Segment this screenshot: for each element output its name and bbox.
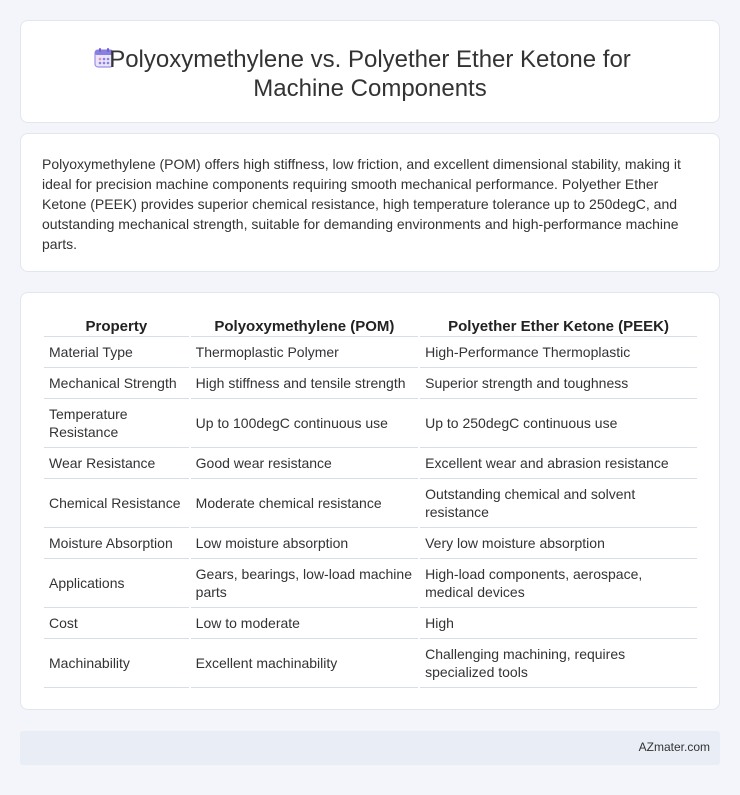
table-row <box>44 639 697 688</box>
table-row <box>44 559 697 608</box>
table-cell-property: Applications <box>44 559 189 608</box>
table-cell-peek: High-Performance Thermoplastic <box>420 337 697 368</box>
table-cell-pom: Low moisture absorption <box>191 528 418 559</box>
table-cell-property: Chemical Resistance <box>44 479 189 528</box>
table-cell-property: Mechanical Strength <box>44 368 189 399</box>
table-cell-peek: Challenging machining, requires specialized tools <box>420 639 697 688</box>
table-cell-pom: Excellent machinability <box>191 639 418 688</box>
comparison-table-card <box>20 292 720 710</box>
table-cell-pom: Up to 100degC continuous use <box>191 399 418 448</box>
table-cell-pom: Low to moderate <box>191 608 418 639</box>
table-cell-peek: Superior strength and toughness <box>420 368 697 399</box>
table-row <box>44 337 697 368</box>
column-header-pom: Polyoxymethylene (POM) <box>191 315 418 337</box>
table-cell-peek: High <box>420 608 697 639</box>
footer-bar <box>20 731 720 765</box>
page-title-line1: Polyoxymethylene vs. Polyether Ether Ketone for <box>109 46 631 73</box>
table-cell-peek: Excellent wear and abrasion resistance <box>420 448 697 479</box>
table-cell-property: Wear Resistance <box>44 448 189 479</box>
table-row <box>44 479 697 528</box>
table-row <box>44 528 697 559</box>
title-card <box>20 20 720 123</box>
page-title-line2: Machine Components <box>253 75 487 102</box>
column-header-peek: Polyether Ether Ketone (PEEK) <box>420 315 697 337</box>
table-cell-pom: High stiffness and tensile strength <box>191 368 418 399</box>
table-cell-property: Temperature Resistance <box>44 399 189 448</box>
table-cell-pom: Gears, bearings, low-load machine parts <box>191 559 418 608</box>
table-row <box>44 368 697 399</box>
footer-site-link[interactable]: AZmater.com <box>638 740 710 754</box>
table-cell-peek: High-load components, aerospace, medical devices <box>420 559 697 608</box>
table-cell-property: Machinability <box>44 639 189 688</box>
table-cell-peek: Outstanding chemical and solvent resistance <box>420 479 697 528</box>
table-cell-pom: Thermoplastic Polymer <box>191 337 418 368</box>
intro-card <box>20 133 720 272</box>
comparison-table <box>42 315 699 688</box>
intro-paragraph: Polyoxymethylene (POM) offers high stiffness, low friction, and excellent dimensional stability, making it ideal for precision machine components requiring smooth mechanical performance. Polyether Ether Ketone (PEEK) provides superior chemical resistance, high temperature tolerance up to 250degC, and outstanding mechanical strength, suitable for demanding environments and high-performance machine parts. <box>42 156 681 252</box>
table-header-row <box>44 315 697 337</box>
table-row <box>44 448 697 479</box>
table-row <box>44 399 697 448</box>
table-cell-property: Moisture Absorption <box>44 528 189 559</box>
page-title <box>21 45 719 103</box>
table-cell-peek: Very low moisture absorption <box>420 528 697 559</box>
table-cell-property: Material Type <box>44 337 189 368</box>
table-cell-peek: Up to 250degC continuous use <box>420 399 697 448</box>
table-row <box>44 608 697 639</box>
column-header-property: Property <box>44 315 189 337</box>
table-cell-pom: Moderate chemical resistance <box>191 479 418 528</box>
table-cell-pom: Good wear resistance <box>191 448 418 479</box>
table-cell-property: Cost <box>44 608 189 639</box>
